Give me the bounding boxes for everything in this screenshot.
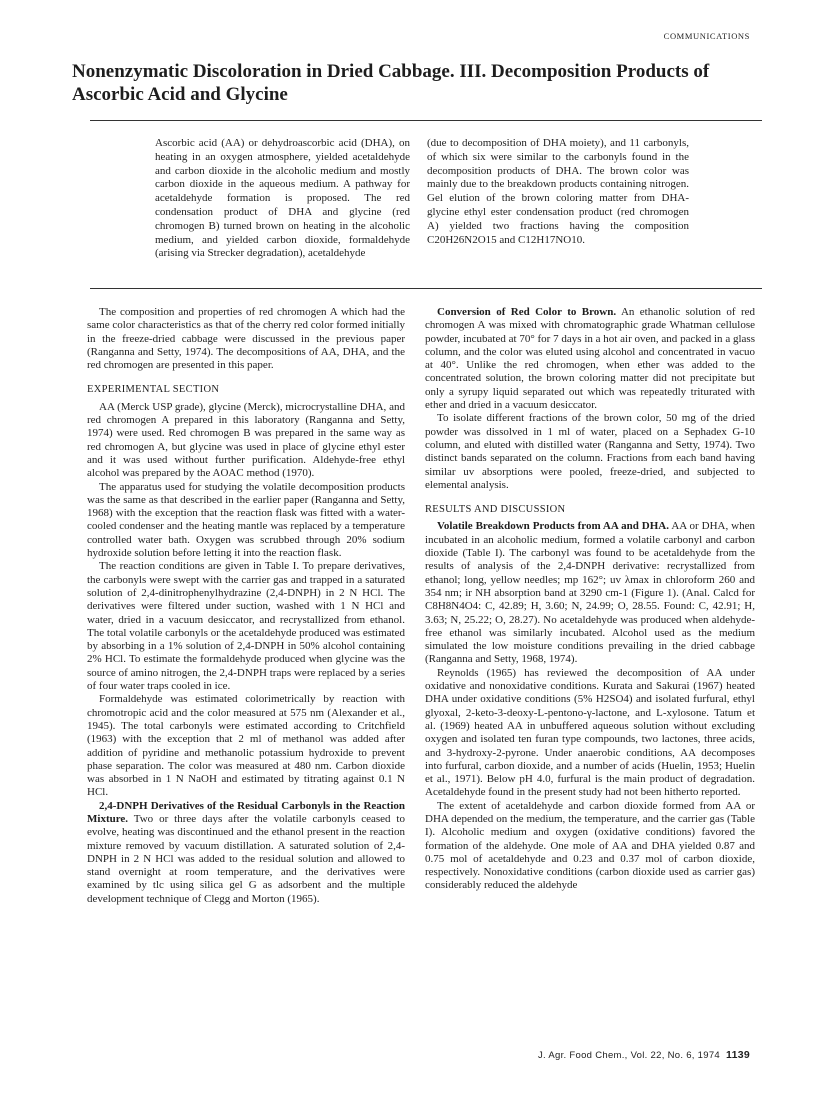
materials-paragraph: AA (Merck USP grade), glycine (Merck), microcrystalline DHA, and red chromogen A prepared in this laboratory (Ranganna and Setty, 1974) were used. Red chromogen B was prepared in the same way as red chromogen A, but glycine was used in place of glycine ethyl ester and it was used without further purification. Aldehyde-free ethyl alcohol was prepared by the AOAC method (1970). [87, 400, 405, 480]
dnph-runin-heading: 2,4-DNPH Derivatives of the Residual Carbonyls in the Reaction Mixture. [87, 799, 405, 825]
conversion-text: An ethanolic solution of red chromogen A was mixed with chromatographic grade Whatman cellulose powder, incubated at 70° for 7 days in a hot air oven, and packed in a glass column, and the color was eluted using alcohol and concentrated in vacuo at 40°. Unlike the red chromogen, when ether was added to the concentrated solution, the brown coloring matter did not precipitate but only a syrupy liquid separated out which was repeatedly triturated with ether and dried in a vacuum desiccator. [425, 306, 755, 412]
body-column-right [425, 306, 755, 893]
experimental-heading: EXPERIMENTAL SECTION [87, 384, 220, 396]
results-heading: RESULTS AND DISCUSSION [425, 504, 566, 516]
volatile-text: AA or DHA, when incubated in an alcoholic medium, formed a volatile carbonyl and carbon dioxide (Table I). The carbonyl was found to be acetaldehyde from the results of analysis of the 2,4-DNPH derivative: recrystallized from ethanol; long, yellow needles; mp 162°; uv λmax in chloroform 260 and 354 nm; ir NH absorption band at 3290 cm-1 (Figure 1). (Anal. Calcd for C8H8N4O4: C, 42.89; H, 3.60; N, 24.99; O, 28.55. Found: C, 42.91; H, 3.63; N, 25.22; O, 28.27). No acetaldehyde was produced when aldehyde-free ethanol was similarly incubated. Alcohol used as the medium simulated the low moisture conditions prevailing in the dried cabbage (Ranganna and Setty, 1968, 1974). [425, 520, 755, 666]
dnph-paragraph [87, 800, 405, 906]
volatile-runin-heading: Volatile Breakdown Products from AA and DHA. [437, 520, 670, 533]
journal-citation: J. Agr. Food Chem., Vol. 22, No. 6, 1974 [537, 1050, 721, 1061]
dnph-text: Two or three days after the volatile carbonyls ceased to evolve, heating was discontinued and the ethanol present in the reaction mixture removed by vacuum distillation. A saturated solution of 2,4-DNPH in 2 N HCl was added to the residual solution and allowed to stand overnight at room temperature, and the derivatives were examined by tlc using silica gel G as adsorbent and the multiple development technique of Clegg and Morton (1965). [87, 812, 405, 905]
formaldehyde-paragraph: Formaldehyde was estimated colorimetrically by reaction with chromotropic acid and the color measured at 575 nm (Alexander et al., 1945). The total carbonyls were estimated according to Critchfield (1963) with the exception that 2 ml of methanol was added after addition of pyridine and methanolic potassium hydroxide to prevent phase separation. The color was measured at 480 nm. Carbon dioxide was absorbed in 1 N NaOH and estimated by titrating against 0.1 N HCl. [87, 693, 405, 799]
conversion-paragraph [425, 306, 755, 412]
top-rule [90, 120, 762, 121]
paper-title: Nonenzymatic Discoloration in Dried Cabbage. III. Decomposition Products of Ascorbic Acid and Glycine [72, 61, 710, 105]
reynolds-paragraph: Reynolds (1965) has reviewed the decomposition of AA under oxidative and nonoxidative conditions. Kurata and Sakurai (1967) heated DHA under oxidative conditions (5% H2SO4) and isolated furfural, ethyl glyoxal, 2-keto-3-deoxy-L-pentono-γ-lactone, and L-xylosone. Tatum et al. (1969) heated AA in unbuffered aqueous solution without excluding oxygen and isolated ten furan type compounds, two lactones, three acids, and 3-hydroxy-2-pyrone. Under anaerobic conditions, AA decomposes into furfural, carbon dioxide, and a number of acids (Huelin, 1953; Huelin et al., 1971). Below pH 4.0, furfural is the main product of degradation. Acetaldehyde found in the present study had not been hitherto reported. [425, 666, 755, 799]
volatile-paragraph [425, 520, 755, 666]
isolation-paragraph: To isolate different fractions of the brown color, 50 mg of the dried powder was dissolved in 1 ml of water, placed on a Sephadex G-10 column, and eluted with distilled water (Ranganna and Setty, 1974). Two distinct bands separated on the column. Fractions from each band having similar uv absorptions were pooled, freeze-dried, and subjected to elemental analysis. [425, 412, 755, 491]
apparatus-paragraph: The apparatus used for studying the volatile decomposition products was the same as that described in the earlier paper (Ranganna and Setty, 1968) with the exception that the reaction flask was fitted with a water-cooled condenser and the heating mantle was replaced by a temperature controlled water bath. Oxygen was scrubbed through 20% sodium hydroxide solution before letting it into the reaction flask. [87, 480, 405, 560]
extent-paragraph: The extent of acetaldehyde and carbon dioxide formed from AA or DHA depended on the medium, the temperature, and the carrier gas (Table I). Alcoholic medium and oxygen (oxidative conditions) favored the formation of the aldehyde. One mole of AA and DHA yielded 0.87 and 0.75 mol of acetaldehyde and 0.23 and 0.37 mol of carbon dioxide, respectively. Nonoxidative conditions (carbon dioxide used as carrier gas) considerably reduced the aldehyde [425, 799, 755, 892]
abstract-right: (due to decomposition of DHA moiety), and 11 carbonyls, of which six were similar to the carbonyls found in the decomposition products of DHA. The brown color was mainly due to the breakdown products containing nitrogen. Gel elution of the brown coloring matter from DHA-glycine ethyl ester condensation product (red chromogen A) yielded two fractions having the composition C20H26N2O15 and C12H17NO10. [427, 137, 689, 246]
page-number: 1139 [726, 1049, 750, 1061]
page-footer [538, 1049, 750, 1061]
section-label: COMMUNICATIONS [663, 31, 750, 41]
intro-paragraph: The composition and properties of red chromogen A which had the same color characteristics as that of the cherry red color formed initially in the freeze-dried cabbage were discussed in the previous paper (Ranganna and Setty, 1974). The decompositions of AA, DHA, and the red chromogen are presented in this paper. [87, 306, 405, 372]
abstract-left: Ascorbic acid (AA) or dehydroascorbic acid (DHA), on heating in an oxygen atmosphere, yielded acetaldehyde and carbon dioxide in the alcoholic medium and mostly carbon dioxide in the aqueous medium. A pathway for acetaldehyde formation is proposed. The red condensation product of DHA and glycine (red chromogen B) turned brown on heating in the alcoholic medium, and yielded carbon dioxide, formaldehyde (arising via Strecker degradation), acetaldehyde [155, 137, 410, 260]
conditions-paragraph: The reaction conditions are given in Table I. To prepare derivatives, the carbonyls were swept with the carrier gas and trapped in a saturated solution of 2,4-dinitrophenylhydrazine (2,4-DNPH) in 2 N HCl. The derivatives were filtered under suction, washed with 1 N HCl and water, dried in a vacuum desiccator, and recrystallized from ethanol. The total volatile carbonyls or the acetaldehyde produced was estimated by absorbing in a 1% solution of 2,4-DNPH in 50% alcohol containing 2% HCl. To estimate the formaldehyde produced when glycine was the source of amino nitrogen, the 2,4-DNPH traps were replaced by a series of four water traps cooled in ice. [87, 560, 405, 693]
abstract-rule [90, 288, 762, 289]
body-column-left [87, 306, 405, 906]
conversion-runin-heading: Conversion of Red Color to Brown. [437, 306, 617, 318]
